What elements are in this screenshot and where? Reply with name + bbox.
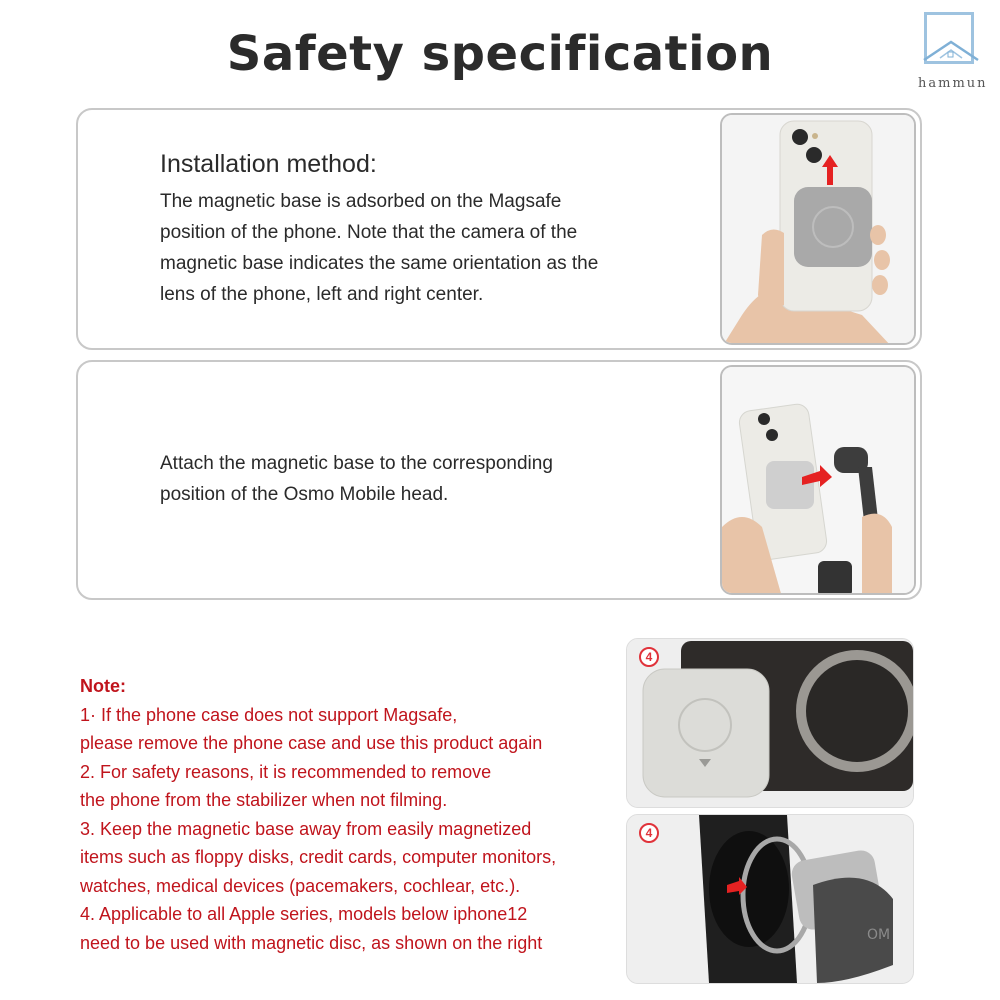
text-line: lens of the phone, left and right center.: [160, 284, 484, 305]
magnetic-disc-image: [626, 638, 914, 808]
note-line: 4. Applicable to all Apple series, models below iphone12: [80, 904, 528, 924]
phone-magsafe-image: [720, 113, 916, 345]
logo-text: hammun: [918, 76, 988, 91]
note-line: items such as floppy disks, credit cards, computer monitors,: [80, 847, 557, 867]
note-line: 1· If the phone case does not support Magsafe,: [80, 704, 458, 725]
text-line: position of the Osmo Mobile head.: [160, 484, 449, 505]
installation-card: [76, 108, 922, 350]
attach-card: [76, 360, 922, 600]
note-line: 2. For safety reasons, it is recommended to remove: [80, 761, 492, 782]
note-block: [80, 672, 556, 957]
house-icon: [920, 38, 982, 64]
gimbal-attach-image: [720, 365, 916, 595]
text-line: position of the phone. Note that the camera of the: [160, 222, 578, 243]
brand-logo: [918, 10, 998, 95]
om-label: OM: [867, 927, 891, 943]
installation-heading: Installation method:: [160, 150, 377, 178]
note-title: Note:: [80, 676, 126, 696]
gimbal-hand-illustration: [722, 367, 914, 595]
attach-text-block: [160, 448, 553, 510]
gimbal-ring-image: [626, 814, 914, 984]
step-badge: 4: [639, 823, 659, 843]
text-line: Attach the magnetic base to the corresponding: [160, 453, 553, 474]
note-line: need to be used with magnetic disc, as shown on the right: [80, 932, 543, 953]
gimbal-ring-illustration: [627, 815, 913, 983]
installation-text-block: [160, 146, 598, 310]
note-line: the phone from the stabilizer when not filming.: [80, 790, 448, 810]
magnetic-base-illustration: [627, 639, 913, 807]
page-title: Safety specification: [226, 26, 774, 82]
text-line: magnetic base indicates the same orientation as the: [160, 253, 599, 274]
note-line: please remove the phone case and use this product again: [80, 733, 543, 753]
step-badge: 4: [639, 647, 659, 667]
note-line: 3. Keep the magnetic base away from easily magnetized: [80, 818, 532, 839]
text-line: The magnetic base is adsorbed on the Magsafe: [160, 191, 562, 212]
phone-hand-illustration: [722, 115, 914, 345]
note-line: watches, medical devices (pacemakers, cochlear, etc.).: [80, 875, 521, 896]
